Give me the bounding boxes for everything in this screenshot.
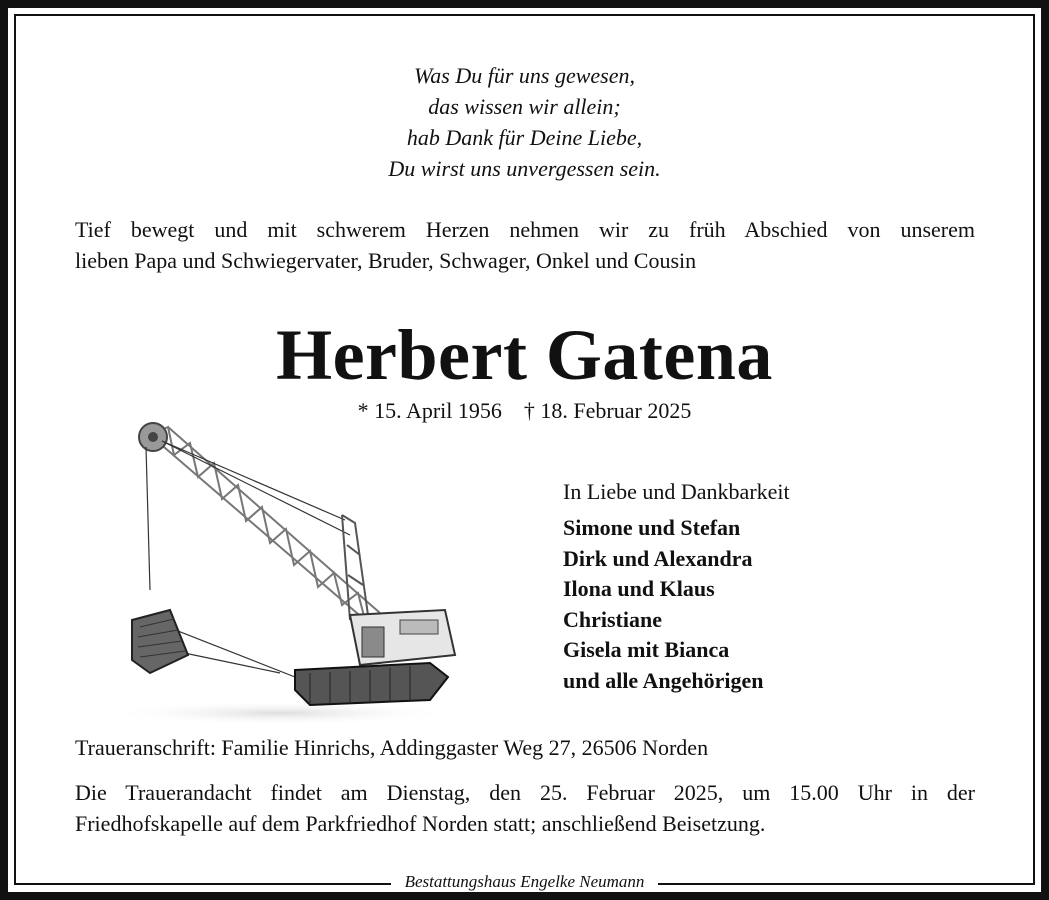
service-notice <box>75 777 975 839</box>
intro-line: lieben Papa und Schwiegervater, Bruder, Schwager, Onkel und Cousin <box>75 248 697 273</box>
poem-line: das wissen wir allein; <box>428 94 621 119</box>
death-date: † 18. Februar 2025 <box>523 398 692 423</box>
mourner-name: Gisela mit Bianca <box>563 637 730 662</box>
poem-line: Du wirst uns unvergessen sein. <box>388 156 661 181</box>
birth-date: * 15. April 1956 <box>357 398 502 423</box>
crawler-crane-icon <box>110 415 460 725</box>
mourning-address: Traueranschrift: Familie Hinrichs, Addinggaster Weg 27, 26506 Norden <box>75 735 709 760</box>
poem <box>0 60 1049 184</box>
intro-text <box>75 214 975 276</box>
funeral-home-footer <box>0 870 1049 894</box>
mourner-name: und alle Angehörigen <box>563 667 764 693</box>
poem-line: Was Du für uns gewesen, <box>413 63 636 88</box>
mourner-name: Dirk und Alexandra <box>563 545 753 571</box>
funeral-home-name: Bestattungshaus Engelke Neumann <box>391 872 659 891</box>
service-line: Friedhofskapelle auf dem Parkfriedhof Norden statt; anschließend Beisetzung. <box>75 811 766 836</box>
deceased-name: Herbert Gatena <box>276 315 773 395</box>
intro-line: Tief bewegt und mit schwerem Herzen nehmen wir zu früh Abschied von unserem <box>75 217 975 242</box>
mourners-block <box>563 476 790 696</box>
mourner-name: Simone und Stefan <box>563 515 741 540</box>
poem-line: hab Dank für Deine Liebe, <box>406 125 643 150</box>
mourner-name: Christiane <box>563 606 662 632</box>
mourner-name: Ilona und Klaus <box>563 576 715 601</box>
service-line: Die Trauerandacht findet am Dienstag, den 25. Februar 2025, um 15.00 Uhr in der <box>75 780 975 805</box>
mourners-lead: In Liebe und Dankbarkeit <box>563 479 790 504</box>
